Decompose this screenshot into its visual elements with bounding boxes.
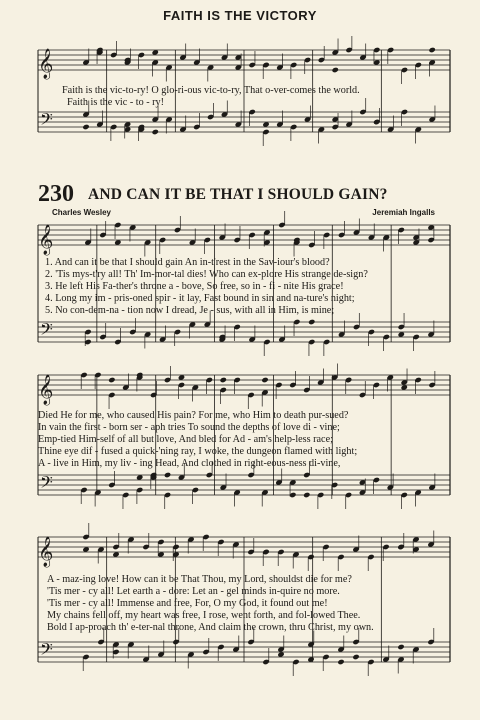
hymn-title: AND CAN IT BE THAT I SHOULD GAIN? [88,186,388,203]
verse-line: In vain the first - born ser - aph tries To sound the depths of love di - vine; [38,422,340,433]
words-author: Charles Wesley [52,208,111,217]
chorus-lyric-line: Faith is the vic-to-ry! O glo-ri-ous vic-to-ry, That o-ver-comes the world. [62,85,360,96]
note-head [308,319,315,325]
note-head [397,644,404,650]
note-head [152,129,159,135]
verse-line: Died He for me, who caused His pain? For me, who Him to death pur-sued? [38,410,349,421]
note-head [428,47,435,53]
verse-line: 4. Long my im - pris-oned spir - it lay, Fast bound in sin and na-ture's night; [45,293,355,304]
bass-clef-icon: 𝄢 [40,319,53,343]
hymn-number: 230 [38,181,74,207]
note-head [82,124,89,130]
verse-line: 'Tis mer - cy all! Let earth a - dore: Let an - gel minds in-quire no more. [47,586,340,597]
treble-clef-icon: 𝄞 [38,375,54,405]
verse-line: A - live in Him, my liv - ing Head, And clothed in right-eous-ness di-vine, [38,458,341,469]
verse-line: Emp-tied Him-self of all but love, And bled for Ad - am's help-less race; [38,434,333,445]
verse-line: Thine eye dif - fused a quick-'ning ray, I woke, the dungeon flamed with light; [38,446,358,457]
treble-clef-icon: 𝄞 [38,225,54,255]
note-head [352,654,359,660]
chorus-lyric-line: Faith is the vic - to - ry! [67,97,165,108]
note-head [108,377,115,383]
note-head [337,659,344,665]
verse-line: 'Tis mer - cy all! Immense and free, For, O my God, it found out me! [47,598,328,609]
bass-clef-icon: 𝄢 [40,109,53,133]
note-head [303,492,310,498]
verse-line: 1. And can it be that I should gain An in-t'rest in the Sav-iour's blood? [45,257,330,268]
verse-line: My chains fell off, my heart was free, I rose, went forth, and fol-lowed Thee. [47,610,361,621]
verse-line: 3. He left His Fa-ther's throne a - bove, So free, so in - fi - nite His grace! [45,281,344,292]
note-head [332,67,339,73]
verse-line: Bold I ap-proach th' e-ter-nal throne, And claim the crown, thru Christ, my own. [47,622,374,633]
treble-clef-icon: 𝄞 [38,537,54,567]
bass-clef-icon: 𝄢 [40,639,53,663]
verse-line: A - maz-ing love! How can it be That Thou, my Lord, shouldst die for me? [47,574,352,585]
note-head [164,472,171,478]
treble-clef-icon: 𝄞 [38,49,54,79]
verse-line: 5. No con-dem-na - tion now I dread, Je - sus, with all in Him, is mine; [45,305,335,316]
verse-line: 2. 'Tis mys-t'ry all! Th' Im-mor-tal dies! Who can ex-plore His strange de-sign? [45,269,368,280]
previous-hymn-title: FAITH IS THE VICTORY [163,8,317,23]
music-composer: Jeremiah Ingalls [372,208,435,217]
bass-clef-icon: 𝄢 [40,472,53,496]
note-head [261,377,268,383]
note-head [220,377,227,383]
